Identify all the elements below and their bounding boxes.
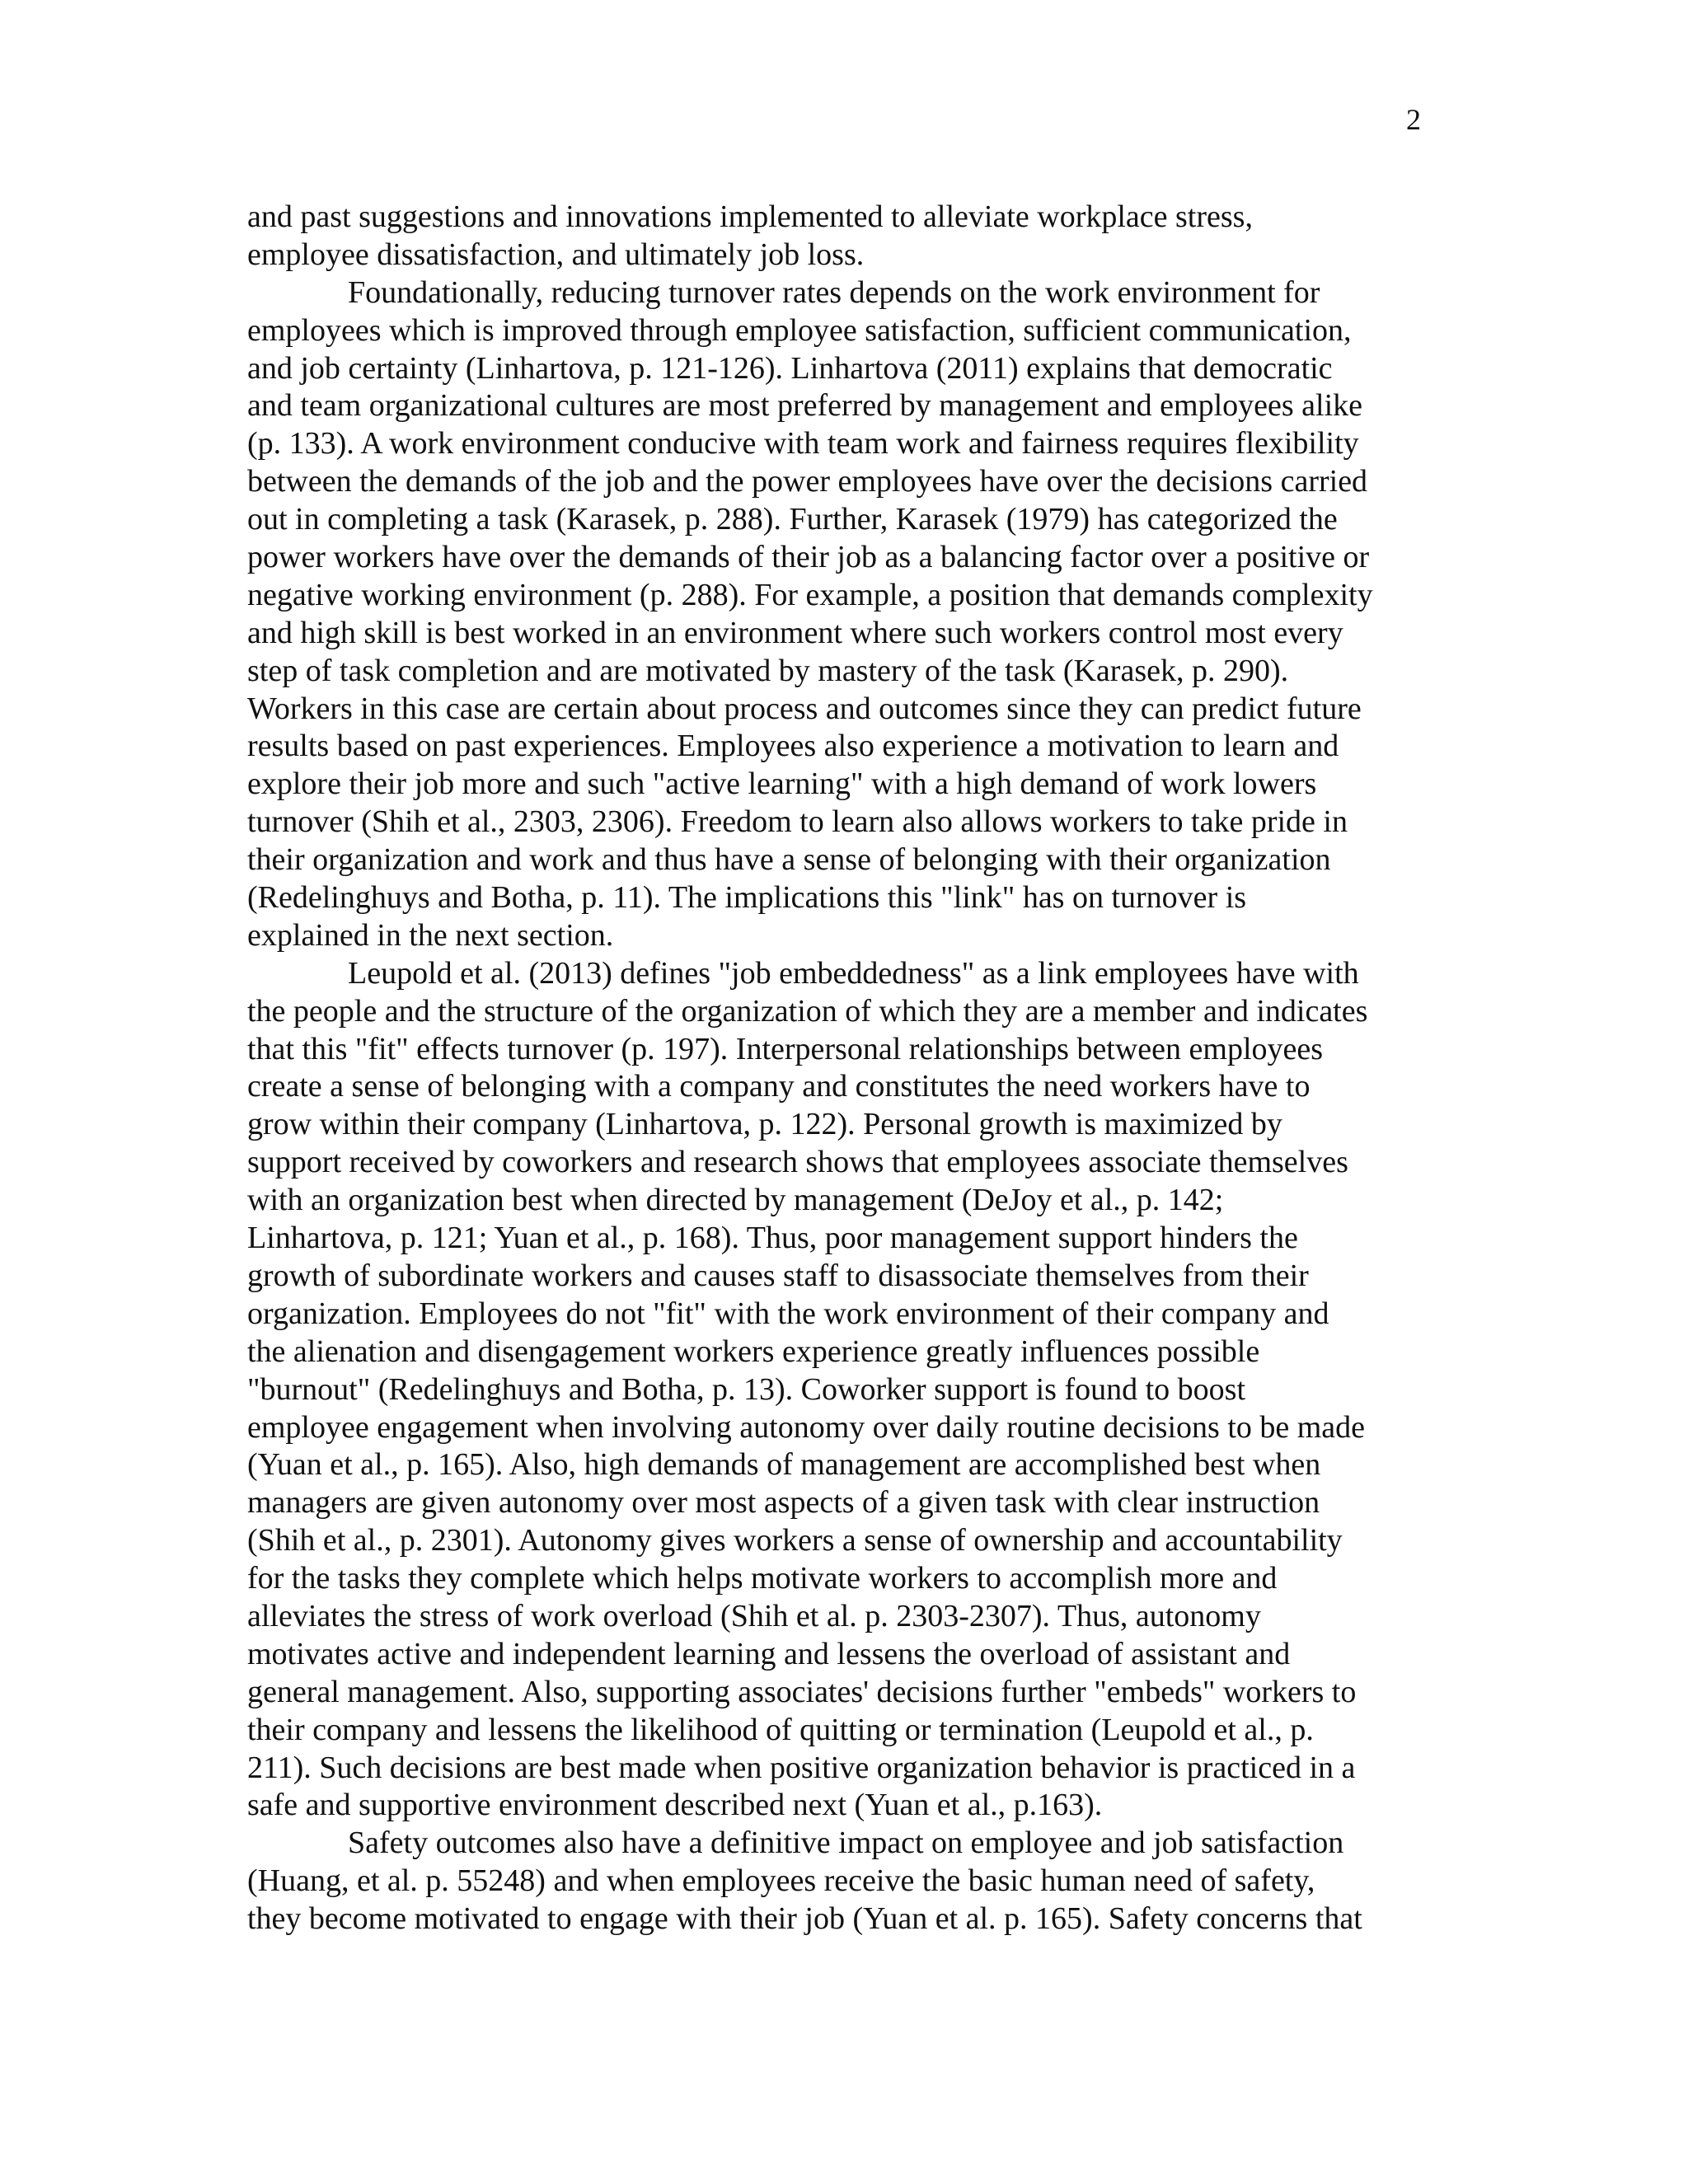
text-line: between the demands of the job and the power employees have over the decisions carried <box>247 464 1368 499</box>
text-line: they become motivated to engage with their job (Yuan et al. p. 165). Safety concerns that <box>247 1901 1362 1937</box>
text-line: the alienation and disengagement workers experience greatly influences possible <box>247 1333 1260 1369</box>
text-line: and job certainty (Linhartova, p. 121-126). Linhartova (2011) explains that democratic <box>247 350 1333 386</box>
text-line: out in completing a task (Karasek, p. 288). Further, Karasek (1979) has categorized the <box>247 502 1338 537</box>
text-line: organization. Employees do not "fit" with the work environment of their company and <box>247 1296 1329 1331</box>
text-line: Leupold et al. (2013) defines "job embeddedness" as a link employees have with <box>348 955 1359 991</box>
text-line: Foundationally, reducing turnover rates depends on the work environment for <box>348 274 1320 310</box>
text-line: their company and lessens the likelihood of quitting or termination (Leupold et al., p. <box>247 1712 1314 1747</box>
text-line: power workers have over the demands of their job as a balancing factor over a positive or <box>247 540 1370 575</box>
page-number: 2 <box>1406 103 1421 136</box>
text-line: the people and the structure of the organization of which they are a member and indicates <box>247 993 1368 1029</box>
text-line: alleviates the stress of work overload (Shih et al. p. 2303-2307). Thus, autonomy <box>247 1598 1261 1633</box>
text-line: and past suggestions and innovations implemented to alleviate workplace stress, <box>247 199 1253 234</box>
text-line: and team organizational cultures are most preferred by management and employees alike <box>247 388 1363 424</box>
text-line: Safety outcomes also have a definitive impact on employee and job satisfaction <box>348 1825 1344 1861</box>
text-line: growth of subordinate workers and causes staff to disassociate themselves from their <box>247 1258 1309 1293</box>
text-line: general management. Also, supporting associates' decisions further "embeds" workers to <box>247 1674 1357 1709</box>
text-line: employee dissatisfaction, and ultimately job loss. <box>247 237 865 272</box>
text-line: (Shih et al., p. 2301). Autonomy gives workers a sense of ownership and accountability <box>247 1523 1343 1558</box>
text-line: explore their job more and such "active learning" with a high demand of work lowers <box>247 766 1317 802</box>
text-line: step of task completion and are motivated by mastery of the task (Karasek, p. 290). <box>247 653 1289 688</box>
text-line: safe and supportive environment described next (Yuan et al., p.163). <box>247 1788 1103 1823</box>
text-line: grow within their company (Linhartova, p. 122). Personal growth is maximized by <box>247 1107 1282 1142</box>
text-line: (Yuan et al., p. 165). Also, high demands of management are accomplished best when <box>247 1447 1321 1483</box>
text-line: managers are given autonomy over most aspects of a given task with clear instruction <box>247 1485 1320 1521</box>
body-text <box>247 199 1452 1938</box>
text-line: create a sense of belonging with a company and constitutes the need workers have to <box>247 1069 1311 1104</box>
text-line: turnover (Shih et al., 2303, 2306). Freedom to learn also allows workers to take pride in <box>247 804 1348 840</box>
text-line: and high skill is best worked in an environment where such workers control most every <box>247 615 1343 650</box>
text-line: (Huang, et al. p. 55248) and when employees receive the basic human need of safety, <box>247 1863 1315 1899</box>
text-line: (p. 133). A work environment conducive with team work and fairness requires flexibility <box>247 426 1359 462</box>
text-line: employee engagement when involving autonomy over daily routine decisions to be made <box>247 1409 1366 1445</box>
text-line: with an organization best when directed by management (DeJoy et al., p. 142; <box>247 1183 1224 1218</box>
text-line: motivates active and independent learning and lessens the overload of assistant and <box>247 1636 1291 1671</box>
text-line: 211). Such decisions are best made when positive organization behavior is practiced in a <box>247 1750 1356 1785</box>
text-line: support received by coworkers and research shows that employees associate themselves <box>247 1145 1348 1180</box>
text-line: explained in the next section. <box>247 917 614 953</box>
text-line: "burnout" (Redelinghuys and Botha, p. 13). Coworker support is found to boost <box>247 1371 1246 1407</box>
text-line: employees which is improved through employee satisfaction, sufficient communication, <box>247 312 1352 348</box>
text-line: (Redelinghuys and Botha, p. 11). The implications this "link" has on turnover is <box>247 880 1247 916</box>
text-line: their organization and work and thus have a sense of belonging with their organization <box>247 842 1331 878</box>
text-line: for the tasks they complete which helps motivate workers to accomplish more and <box>247 1561 1278 1596</box>
text-line: results based on past experiences. Employees also experience a motivation to learn and <box>247 729 1339 764</box>
text-line: negative working environment (p. 288). For example, a position that demands complexity <box>247 577 1373 612</box>
text-line: that this "fit" effects turnover (p. 197). Interpersonal relationships between employees <box>247 1031 1324 1066</box>
text-line: Linhartova, p. 121; Yuan et al., p. 168). Thus, poor management support hinders the <box>247 1221 1298 1256</box>
text-line: Workers in this case are certain about process and outcomes since they can predict future <box>247 691 1362 726</box>
